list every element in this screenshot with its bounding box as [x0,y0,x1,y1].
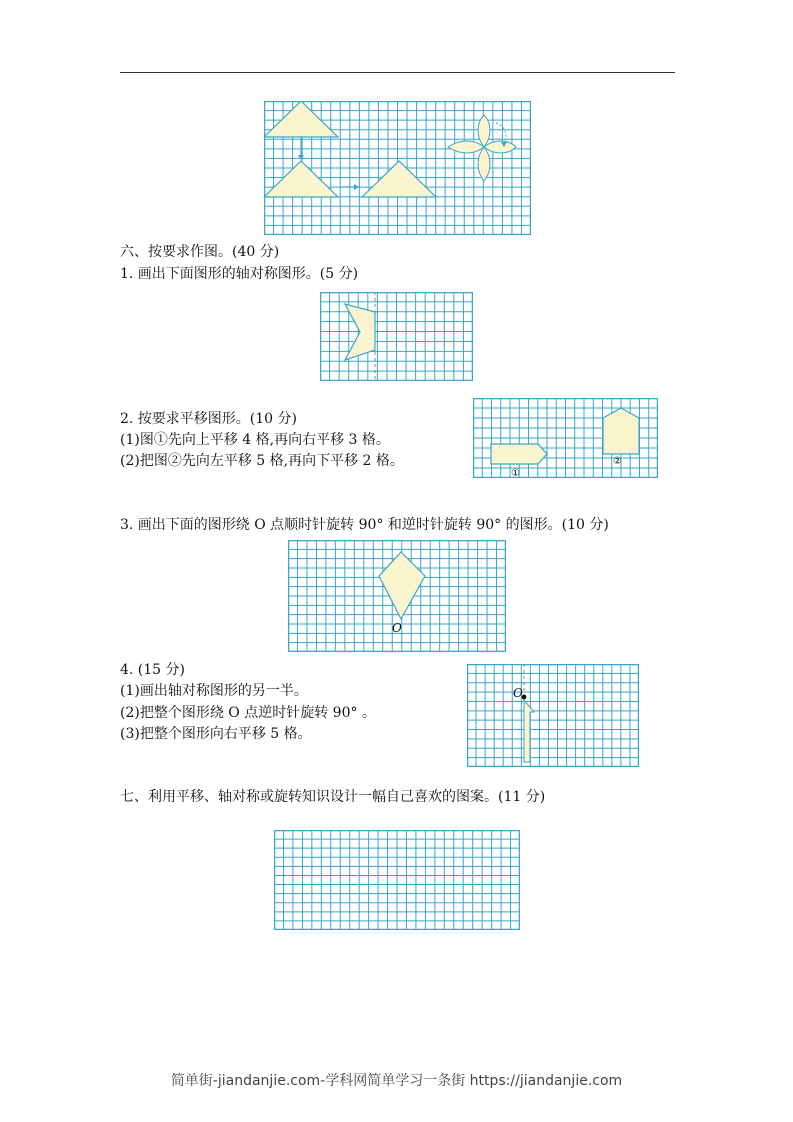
grid-q2 [473,398,658,478]
q2-title: 2. 按要求平移图形。(10 分) [120,411,297,427]
top-rule [120,72,675,73]
grid-q3 [288,540,506,652]
q4-title: 4. (15 分) [120,662,185,678]
shape-1-label: ① [511,468,520,478]
point-o-label: O [392,621,402,635]
q4-line2: (2)把整个图形绕 O 点逆时针旋转 90° 。 [120,705,376,721]
q2-line2: (2)把图②先向左平移 5 格,再向下平移 2 格。 [120,453,404,469]
footer-text: 简单街-jiandanjie.com-学科网简单学习一条街 https://jiandanjie.com [170,1073,623,1089]
grid-q4 [467,664,639,767]
q1-title: 1. 画出下面图形的轴对称图形。(5 分) [120,266,359,282]
grid-top-example [264,101,531,235]
shape-2 [603,408,639,454]
section6-heading: 六、按要求作图。(40 分) [120,244,280,260]
shape-2-label: ② [613,456,622,467]
section7-heading: 七、利用平移、轴对称或旋转知识设计一幅自己喜欢的图案。(11 分) [120,789,546,805]
q2-line1: (1)图①先向上平移 4 格,再向右平移 3 格。 [120,432,390,448]
grid-q1 [320,292,473,381]
grid-design [274,830,520,930]
point-o-label: O [513,686,523,700]
q4-line3: (3)把整个图形向右平移 5 格。 [120,726,312,742]
q3-title: 3. 画出下面的图形绕 O 点顺时针旋转 90° 和逆时针旋转 90° 的图形。(10 分) [120,517,609,533]
shape-1 [491,444,547,464]
q4-line1: (1)画出轴对称图形的另一半。 [120,683,308,699]
